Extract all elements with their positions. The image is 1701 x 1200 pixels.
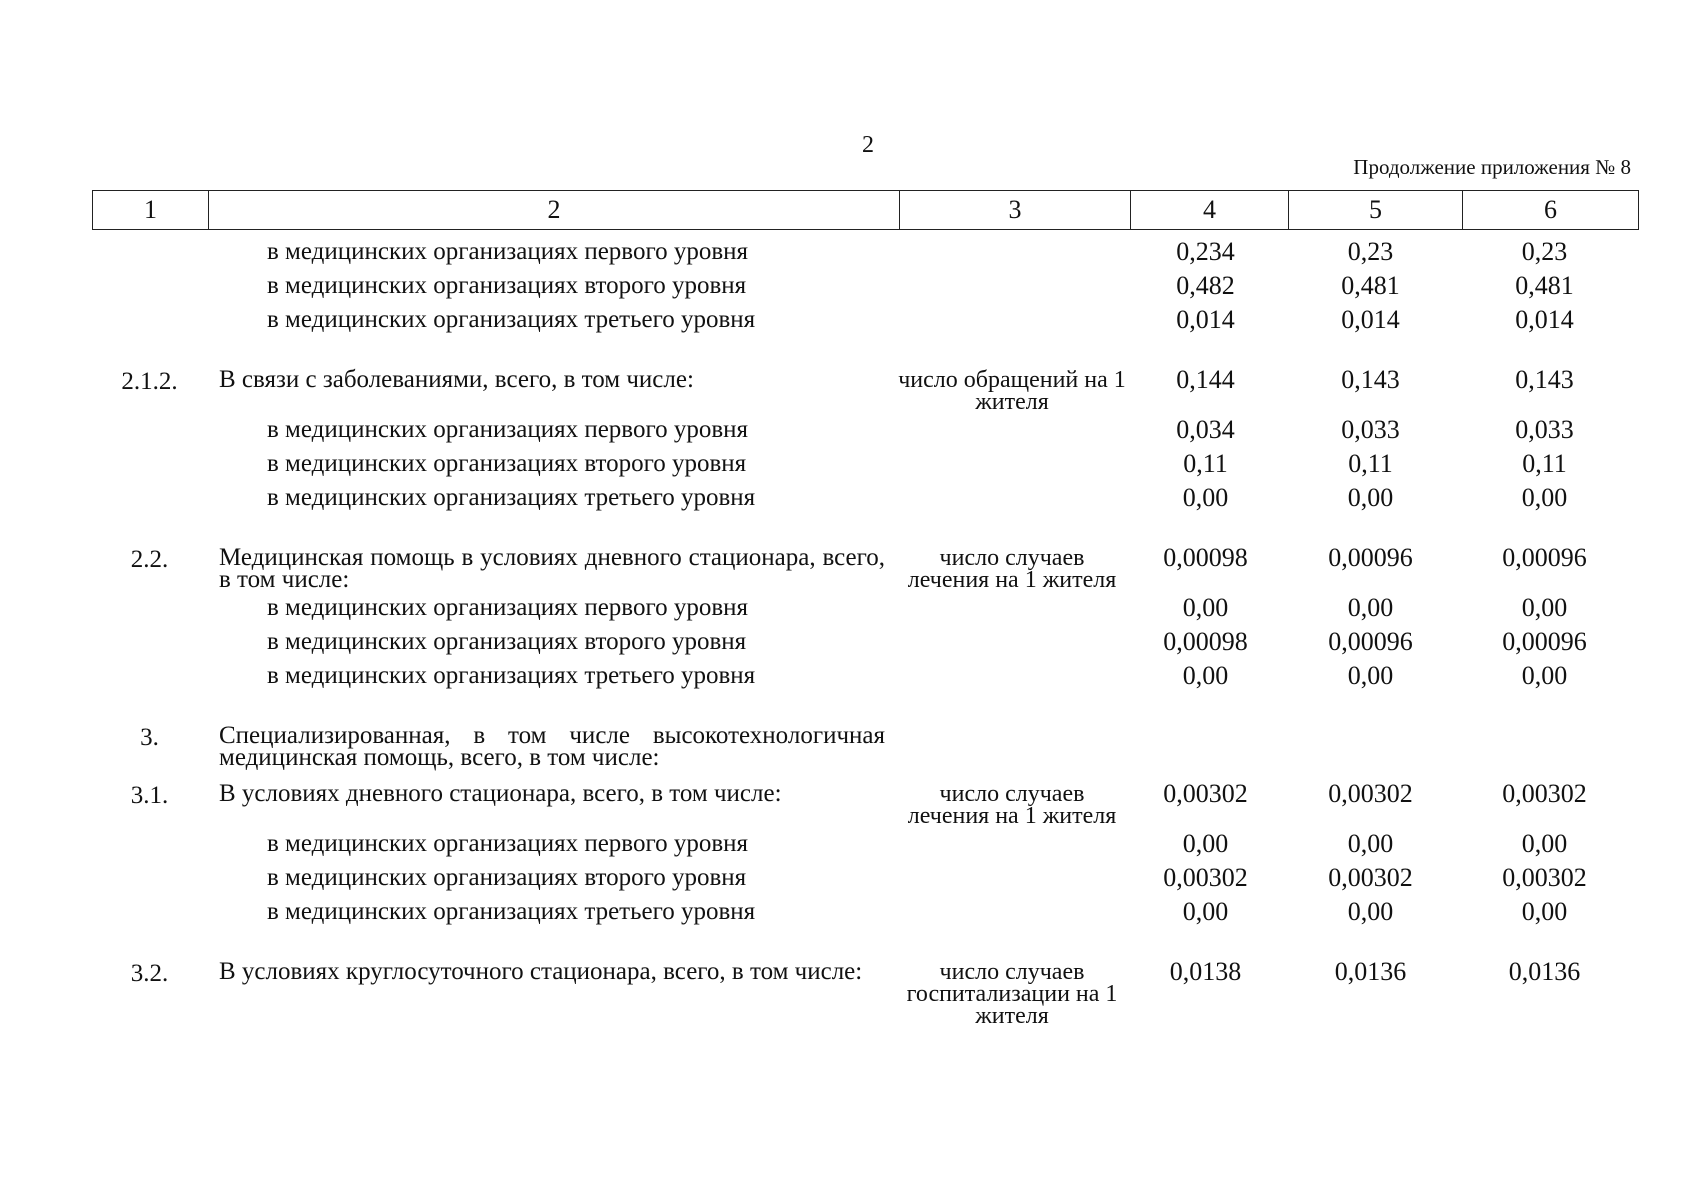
- row-label: в медицинских организациях второго уровня: [267, 450, 747, 477]
- value-col-4: 0,00098: [1163, 627, 1248, 656]
- row-number: [92, 269, 207, 303]
- value-col-5: 0,00096: [1328, 627, 1413, 656]
- row-number: [92, 303, 207, 337]
- value-col-4: 0,144: [1176, 365, 1235, 394]
- value-col-5: 0,00: [1347, 483, 1394, 512]
- value-col-4: 0,00302: [1163, 863, 1248, 892]
- value-col-4: 0,00: [1182, 897, 1229, 926]
- row-unit: [897, 659, 1127, 693]
- value-col-6: 0,033: [1515, 415, 1574, 444]
- value-col-5: 0,143: [1341, 365, 1400, 394]
- column-header-3: 3: [900, 191, 1131, 230]
- row-number: [92, 447, 207, 481]
- column-header-2: 2: [209, 191, 900, 230]
- value-col-6: [1457, 719, 1632, 769]
- row-label: в медицинских организациях третьего уровня: [267, 898, 756, 925]
- row-number: [92, 895, 207, 929]
- value-col-4: 0,014: [1176, 305, 1235, 334]
- value-col-5: 0,014: [1341, 305, 1400, 334]
- column-header-5: 5: [1289, 191, 1463, 230]
- row-number: 2.2.: [130, 546, 169, 573]
- value-col-6: 0,00: [1521, 593, 1568, 622]
- table-row: [92, 719, 1632, 769]
- row-unit: число случаев госпитализации на 1 жителя: [906, 959, 1118, 1029]
- value-col-4: 0,00: [1182, 661, 1229, 690]
- row-label: в медицинских организациях первого уровня: [267, 416, 749, 443]
- page-number: 2: [862, 132, 874, 158]
- table-row: [92, 235, 1632, 269]
- row-label: в медицинских организациях третьего уровня: [267, 484, 756, 511]
- value-col-5: 0,00: [1347, 897, 1394, 926]
- value-col-6: 0,00302: [1502, 863, 1587, 892]
- row-unit: [897, 895, 1127, 929]
- row-number: [92, 235, 207, 269]
- column-header-table: [92, 190, 1639, 230]
- row-unit: [897, 827, 1127, 861]
- value-col-5: 0,00302: [1328, 863, 1413, 892]
- value-col-6: 0,0136: [1508, 957, 1581, 986]
- row-unit: [897, 413, 1127, 447]
- value-col-6: 0,00: [1521, 829, 1568, 858]
- value-col-6: 0,00096: [1502, 627, 1587, 656]
- row-unit: [897, 591, 1127, 625]
- value-col-6: 0,00: [1521, 483, 1568, 512]
- row-number: [92, 659, 207, 693]
- value-col-5: 0,00096: [1328, 543, 1413, 572]
- table-row: [92, 269, 1632, 303]
- table-row: [92, 895, 1632, 929]
- value-col-5: 0,23: [1347, 237, 1394, 266]
- row-label: В условиях дневного стационара, всего, в том числе:: [219, 780, 782, 807]
- row-unit: [897, 447, 1127, 481]
- value-col-4: 0,00: [1182, 829, 1229, 858]
- row-label: в медицинских организациях первого уровня: [267, 238, 749, 265]
- table-row: [92, 625, 1632, 659]
- row-unit: [897, 303, 1127, 337]
- row-label: в медицинских организациях первого уровня: [267, 830, 749, 857]
- table-row: [92, 363, 1632, 413]
- value-col-4: 0,234: [1176, 237, 1235, 266]
- value-col-6: 0,143: [1515, 365, 1574, 394]
- row-number: 3.2.: [130, 960, 169, 987]
- table-row: [92, 591, 1632, 625]
- row-number: [92, 413, 207, 447]
- table-row: [92, 659, 1632, 693]
- row-unit: [897, 719, 1127, 769]
- row-unit: число обращений на 1 жителя: [898, 367, 1126, 415]
- row-unit: [897, 481, 1127, 515]
- value-col-4: 0,00: [1182, 483, 1229, 512]
- row-unit: число случаев лечения на 1 жителя: [907, 781, 1117, 829]
- value-col-5: [1284, 719, 1457, 769]
- continuation-caption: Продолжение приложения № 8: [1353, 155, 1631, 179]
- value-col-6: 0,23: [1521, 237, 1568, 266]
- row-number: [92, 827, 207, 861]
- row-label: в медицинских организациях первого уровня: [267, 594, 749, 621]
- column-header-6: 6: [1463, 191, 1639, 230]
- value-col-6: 0,00302: [1502, 779, 1587, 808]
- row-number: 2.1.2.: [121, 368, 178, 395]
- value-col-4: 0,0138: [1169, 957, 1242, 986]
- value-col-5: 0,00: [1347, 829, 1394, 858]
- row-label: В связи с заболеваниями, всего, в том числе:: [219, 366, 694, 393]
- row-unit: [897, 861, 1127, 895]
- value-col-5: 0,033: [1341, 415, 1400, 444]
- table-row: [92, 541, 1632, 591]
- table-body: [92, 235, 1632, 1027]
- row-label: в медицинских организациях третьего уровня: [267, 306, 756, 333]
- row-number: [92, 861, 207, 895]
- value-col-5: 0,00: [1347, 593, 1394, 622]
- row-label: в медицинских организациях третьего уровня: [267, 662, 756, 689]
- table-row: [92, 955, 1632, 1027]
- row-label: Специализированная, в том числе высокотехнологичная медицинская помощь, всего, в том числе:: [219, 722, 885, 771]
- row-label: в медицинских организациях второго уровня: [267, 272, 747, 299]
- value-col-5: 0,11: [1348, 449, 1393, 478]
- value-col-4: 0,00: [1182, 593, 1229, 622]
- column-header-1: 1: [93, 191, 209, 230]
- value-col-4: 0,00098: [1163, 543, 1248, 572]
- value-col-6: 0,11: [1522, 449, 1567, 478]
- row-number: [92, 481, 207, 515]
- value-col-5: 0,0136: [1334, 957, 1407, 986]
- row-unit: [897, 269, 1127, 303]
- table-row: [92, 861, 1632, 895]
- row-label: в медицинских организациях второго уровня: [267, 864, 747, 891]
- table-row: [92, 777, 1632, 827]
- value-col-6: 0,481: [1515, 271, 1574, 300]
- value-col-6: 0,00096: [1502, 543, 1587, 572]
- table-row: [92, 413, 1632, 447]
- value-col-6: 0,00: [1521, 661, 1568, 690]
- row-number: 3.1.: [130, 782, 169, 809]
- row-label: в медицинских организациях второго уровня: [267, 628, 747, 655]
- column-header-4: 4: [1131, 191, 1289, 230]
- row-number: [92, 591, 207, 625]
- value-col-5: 0,00: [1347, 661, 1394, 690]
- table-row: [92, 447, 1632, 481]
- value-col-6: 0,014: [1515, 305, 1574, 334]
- value-col-5: 0,00302: [1328, 779, 1413, 808]
- value-col-4: 0,034: [1176, 415, 1235, 444]
- value-col-4: 0,482: [1176, 271, 1235, 300]
- value-col-4: 0,11: [1183, 449, 1228, 478]
- row-label: Медицинская помощь в условиях дневного стационара, всего, в том числе:: [219, 544, 885, 593]
- row-unit: число случаев лечения на 1 жителя: [907, 545, 1117, 593]
- row-unit: [897, 235, 1127, 269]
- row-unit: [897, 625, 1127, 659]
- table-row: [92, 303, 1632, 337]
- row-number: 3.: [140, 724, 159, 751]
- value-col-6: 0,00: [1521, 897, 1568, 926]
- table-row: [92, 481, 1632, 515]
- row-number: [92, 625, 207, 659]
- value-col-4: [1127, 719, 1284, 769]
- table-row: [92, 827, 1632, 861]
- value-col-5: 0,481: [1341, 271, 1400, 300]
- row-label: В условиях круглосуточного стационара, всего, в том числе:: [219, 958, 863, 985]
- value-col-4: 0,00302: [1163, 779, 1248, 808]
